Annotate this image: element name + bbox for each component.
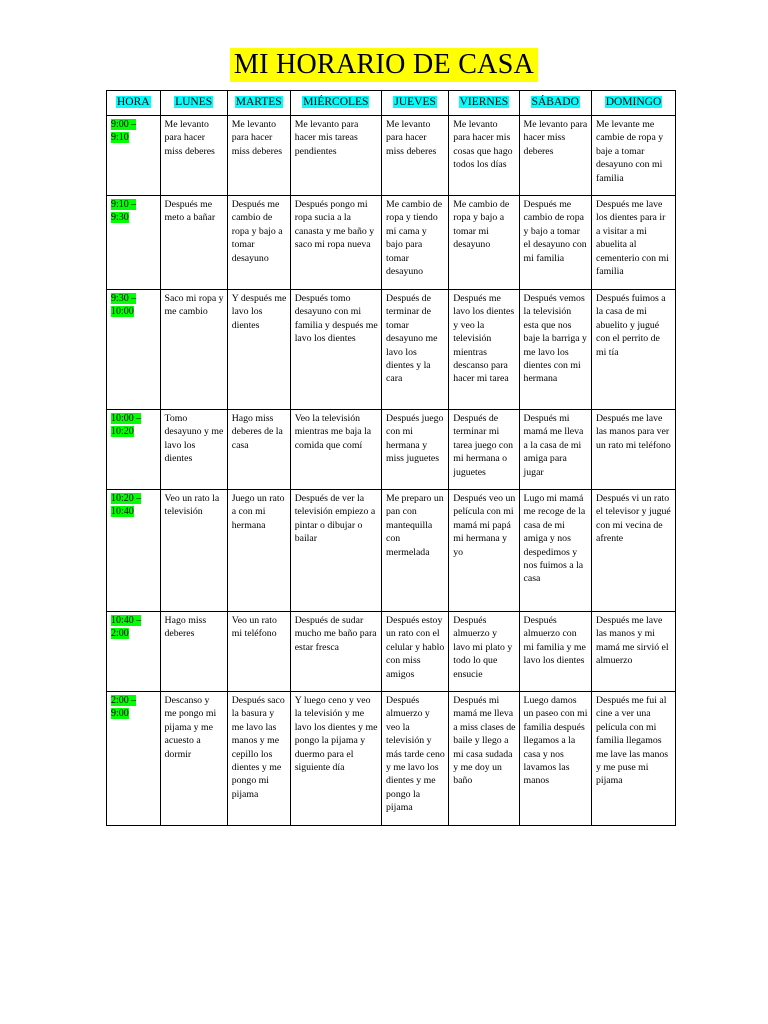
table-cell: Después me lave las manos para ver un rato mi teléfono — [591, 410, 675, 490]
header-viernes — [449, 91, 519, 116]
table-row — [107, 612, 676, 692]
table-cell: Después de sudar mucho me baño para estar fresca — [290, 612, 381, 692]
header-label: HORA — [116, 96, 150, 108]
table-cell: Después juego con mi hermana y miss juguetes — [382, 410, 449, 490]
table-cell: Después me lavo los dientes y veo la televisión mientras descanso para hacer mi tarea — [449, 290, 519, 410]
table-cell: Veo la televisión mientras me baja la comida que comí — [290, 410, 381, 490]
table-cell: Saco mi ropa y me cambio — [160, 290, 227, 410]
table-cell: Hago miss deberes — [160, 612, 227, 692]
table-cell: Después me fui al cine a ver una película con mi familia llegamos me lave las manos y me puse mi pijama — [591, 692, 675, 826]
hour-label: 9:30 – 10:00 — [111, 293, 137, 318]
table-cell: Después pongo mi ropa sucia a la canasta y me baño y saco mi ropa nueva — [290, 196, 381, 290]
hour-cell — [107, 196, 161, 290]
table-cell: Veo un rato la televisión — [160, 490, 227, 612]
header-label: MARTES — [235, 96, 282, 108]
table-cell: Después me lave las manos y mi mamá me sirvió el almuerzo — [591, 612, 675, 692]
table-cell: Después me cambio de ropa y bajo a tomar desayuno — [227, 196, 290, 290]
table-row — [107, 196, 676, 290]
table-cell: Me levante me cambie de ropa y baje a tomar desayuno con mi familia — [591, 116, 675, 196]
table-cell: Después fuimos a la casa de mi abuelito y jugué con el perrito de mi tía — [591, 290, 675, 410]
title-wrapper — [0, 48, 768, 82]
table-cell: Tomo desayuno y me lavo los dientes — [160, 410, 227, 490]
table-cell: Me levanto para hacer mis cosas que hago todos los días — [449, 116, 519, 196]
table-cell: Lugo mi mamá me recoge de la casa de mi amiga y nos despedimos y nos fuimos a la casa — [519, 490, 591, 612]
hour-cell — [107, 692, 161, 826]
hour-label: 9:00 – 9:10 — [111, 119, 137, 144]
header-label: JUEVES — [394, 96, 436, 108]
hour-cell — [107, 116, 161, 196]
table-cell: Después me cambio de ropa y bajo a tomar el desayuno con mi familia — [519, 196, 591, 290]
header-miercoles — [290, 91, 381, 116]
table-cell: Juego un rato a con mi hermana — [227, 490, 290, 612]
table-row — [107, 290, 676, 410]
hour-label: 10:40 – 2:00 — [111, 615, 142, 640]
header-domingo — [591, 91, 675, 116]
header-label: LUNES — [175, 96, 213, 108]
table-cell: Después veo un película con mi mamá mi papá mi hermana y yo — [449, 490, 519, 612]
hour-cell — [107, 612, 161, 692]
table-cell: Me levanto para hacer miss deberes — [382, 116, 449, 196]
table-cell: Me levanto para hacer miss deberes — [227, 116, 290, 196]
header-jueves — [382, 91, 449, 116]
table-cell: Después de terminar de tomar desayuno me lavo los dientes y la cara — [382, 290, 449, 410]
header-sabado — [519, 91, 591, 116]
hour-label: 9:10 – 9:30 — [111, 199, 137, 224]
table-cell: Después vemos la televisión esta que nos baje la barriga y me lavo los dientes con mi hermana — [519, 290, 591, 410]
table-cell: Después me lave los dientes para ir a visitar a mi abuelita al cementerio con mi familia — [591, 196, 675, 290]
hour-cell — [107, 410, 161, 490]
table-cell: Me preparo un pan con mantequilla con mermelada — [382, 490, 449, 612]
header-lunes — [160, 91, 227, 116]
header-hora — [107, 91, 161, 116]
table-cell: Después almuerzo con mi familia y me lavo los dientes — [519, 612, 591, 692]
table-cell: Me levanto para hacer miss deberes — [519, 116, 591, 196]
table-cell: Veo un rato mi teléfono — [227, 612, 290, 692]
table-cell: Después saco la basura y me lavo las manos y me cepillo los dientes y me pongo mi pijama — [227, 692, 290, 826]
header-row — [107, 91, 676, 116]
table-cell: Me cambio de ropa y bajo a tomar mi desayuno — [449, 196, 519, 290]
header-martes — [227, 91, 290, 116]
table-cell: Después vi un rato el televisor y jugué con mi vecina de afrente — [591, 490, 675, 612]
hour-cell — [107, 490, 161, 612]
schedule-table — [106, 90, 676, 826]
header-label: SÁBADO — [531, 96, 579, 108]
table-row — [107, 692, 676, 826]
table-row — [107, 410, 676, 490]
table-cell: Después mi mamá me lleva a miss clases de baile y llego a mi casa sudada y me doy un baño — [449, 692, 519, 826]
table-cell: Después me meto a bañar — [160, 196, 227, 290]
table-cell: Luego damos un paseo con mi familia después llegamos a la casa y nos lavamos las manos — [519, 692, 591, 826]
table-cell: Después almuerzo y lavo mi plato y todo lo que ensucie — [449, 612, 519, 692]
table-cell: Después mi mamá me lleva a la casa de mi amiga para jugar — [519, 410, 591, 490]
hour-label: 2:00 – 9:00 — [111, 695, 137, 720]
table-cell: Hago miss deberes de la casa — [227, 410, 290, 490]
header-label: MIÉRCOLES — [303, 96, 369, 108]
table-cell: Después almuerzo y veo la televisión y más tarde ceno y me lavo los dientes y me pongo la pijama — [382, 692, 449, 826]
hour-cell — [107, 290, 161, 410]
table-cell: Después de terminar mi tarea juego con mi hermana o juguetes — [449, 410, 519, 490]
table-cell: Me levanto para hacer miss deberes — [160, 116, 227, 196]
page-title: MI HORARIO DE CASA — [230, 48, 538, 82]
hour-label: 10:00 – 10:20 — [111, 413, 142, 438]
table-row — [107, 116, 676, 196]
hour-label: 10:20 – 10:40 — [111, 493, 142, 518]
table-cell: Y luego ceno y veo la televisión y me lavo los dientes y me pongo la pijama y duermo para el siguiente día — [290, 692, 381, 826]
header-label: DOMINGO — [605, 96, 662, 108]
table-cell: Después tomo desayuno con mi familia y después me lavo los dientes — [290, 290, 381, 410]
table-row — [107, 490, 676, 612]
table-cell: Después estoy un rato con el celular y hablo con miss amigos — [382, 612, 449, 692]
table-cell: Después de ver la televisión empiezo a pintar o dibujar o bailar — [290, 490, 381, 612]
table-cell: Y después me lavo los dientes — [227, 290, 290, 410]
table-cell: Me levanto para hacer mis tareas pendientes — [290, 116, 381, 196]
table-cell: Descanso y me pongo mi pijama y me acuesto a dormir — [160, 692, 227, 826]
table-cell: Me cambio de ropa y tiendo mi cama y bajo para tomar desayuno — [382, 196, 449, 290]
header-label: VIERNES — [459, 96, 509, 108]
